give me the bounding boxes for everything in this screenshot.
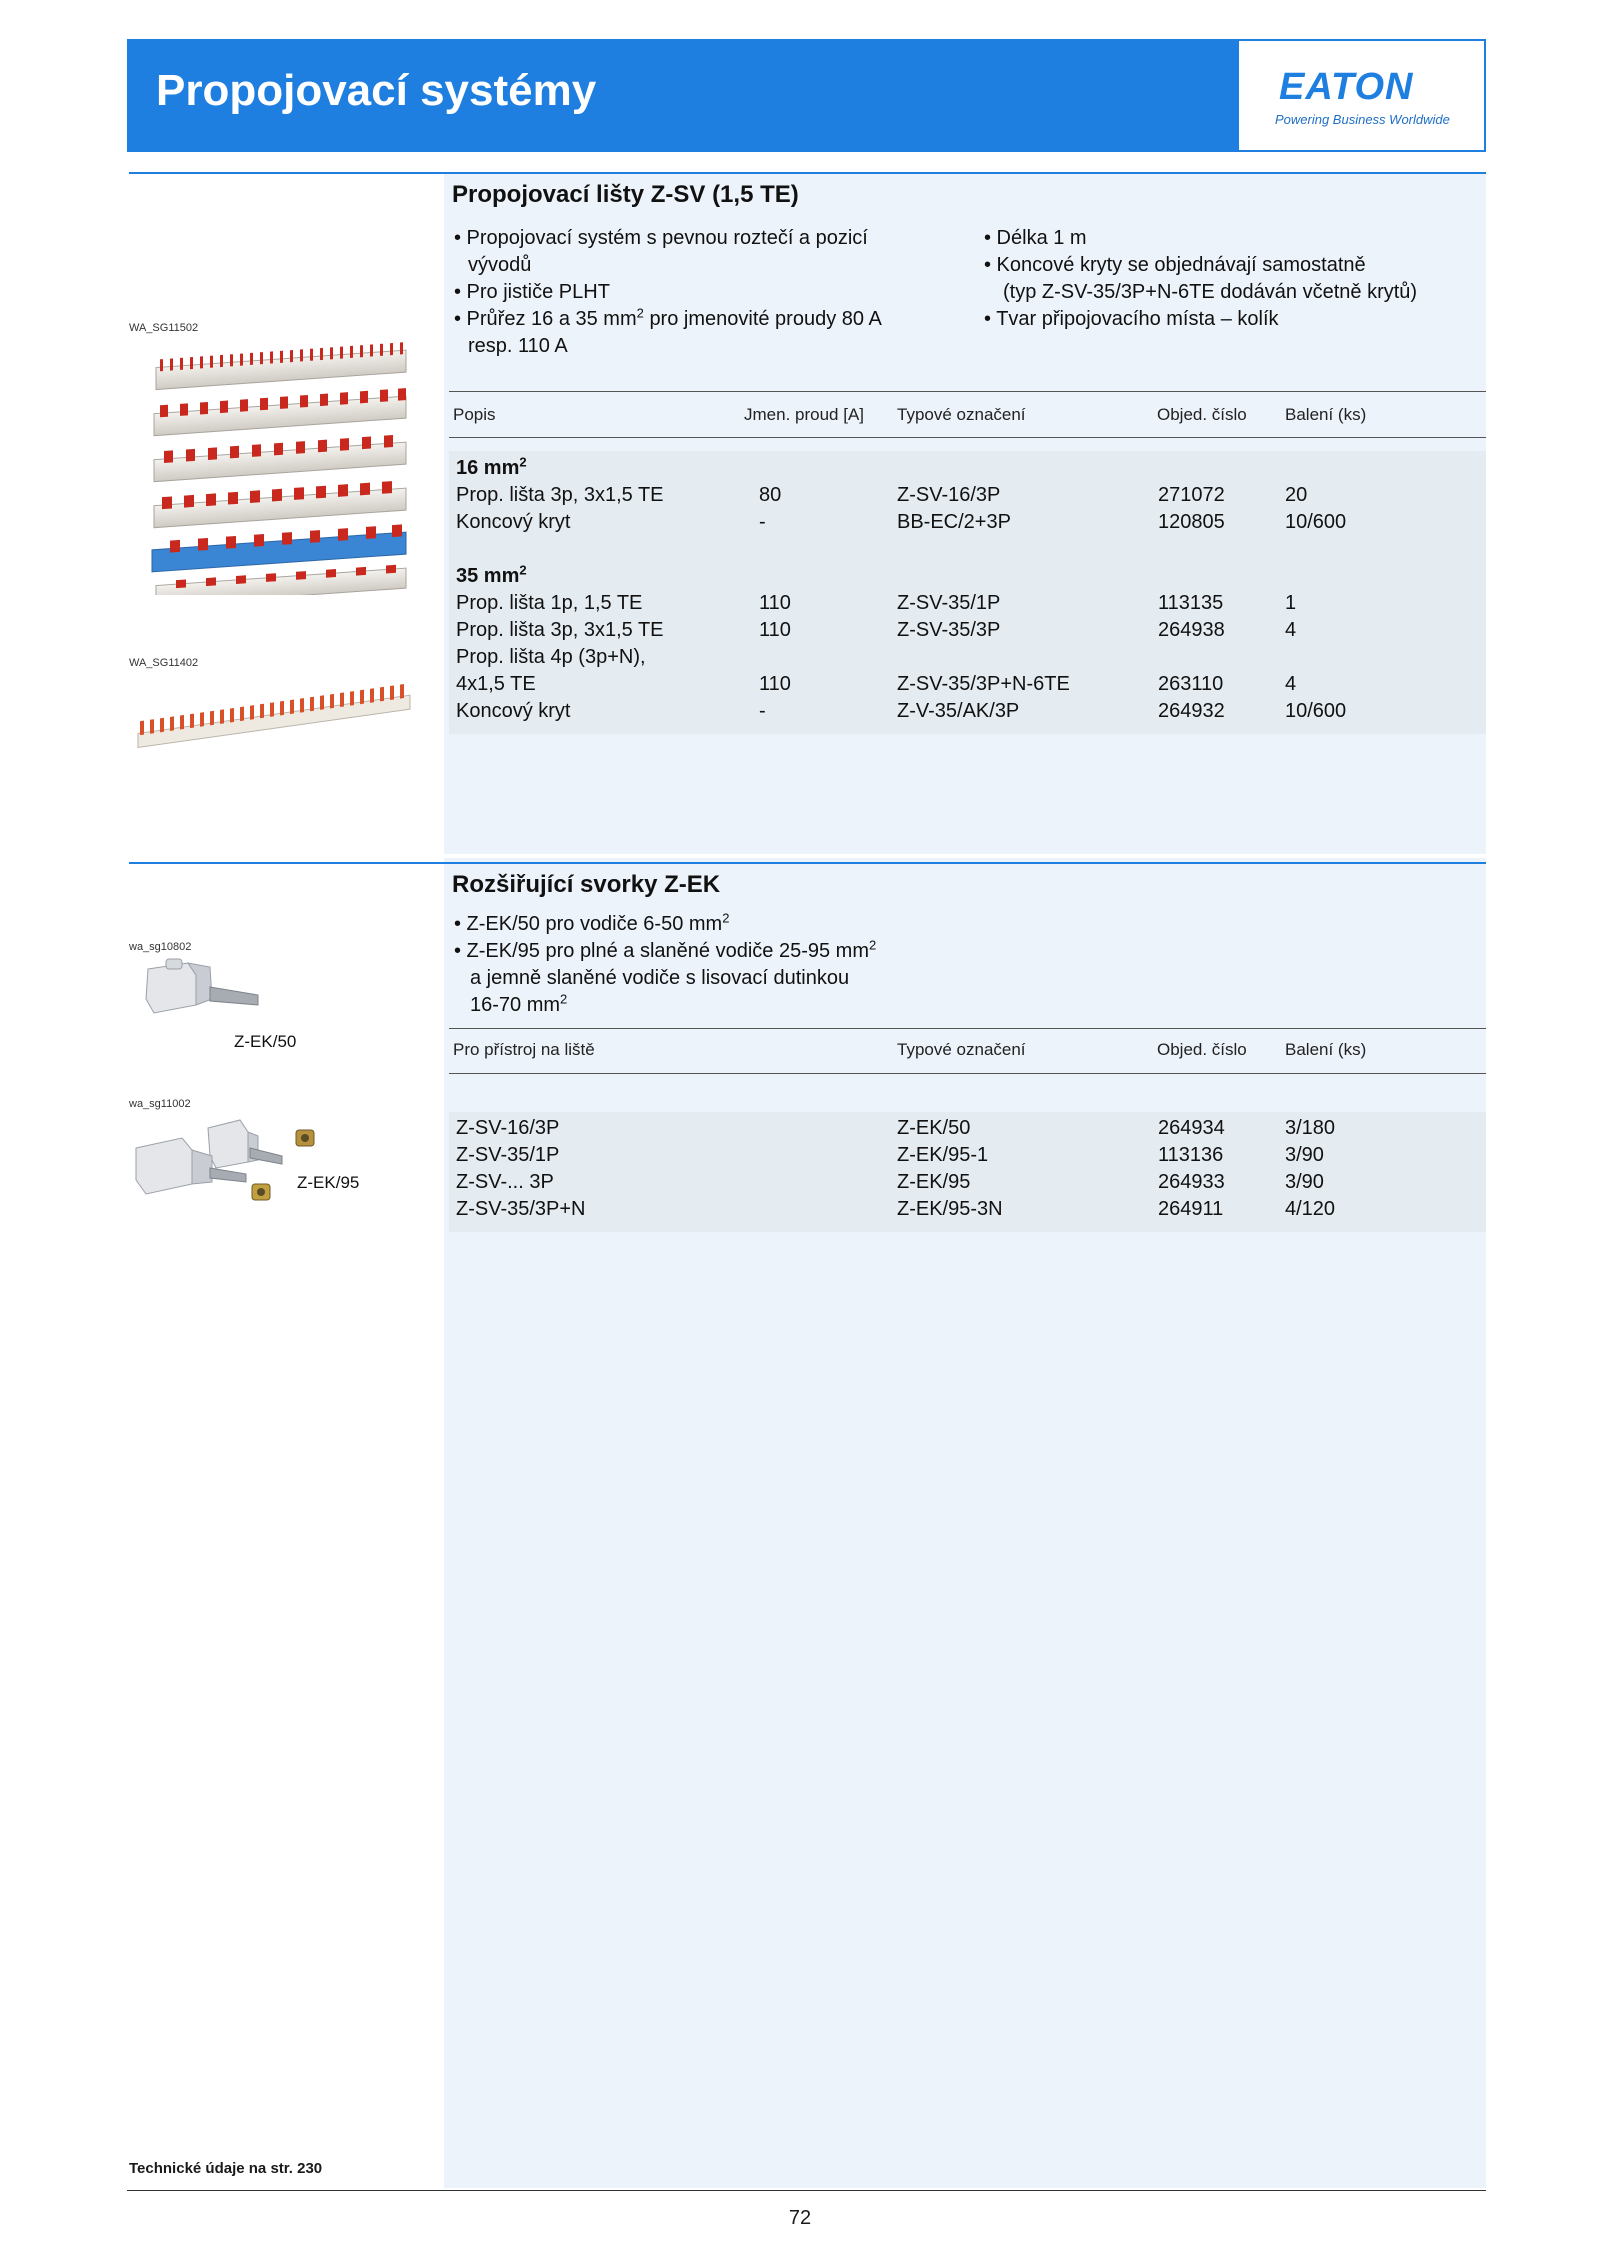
table-cell: 3/90 (1285, 1171, 1324, 1193)
section-1-title: Propojovací lišty Z-SV (1,5 TE) (452, 181, 799, 208)
table-cell: Z-SV-16/3P (897, 484, 1001, 506)
busbar-single-image (134, 676, 416, 756)
table-cell: 80 (759, 484, 782, 506)
bullet: • Z-EK/95 pro plné a slaněné vodiče 25-95 $mm^2$ (454, 937, 877, 962)
column-header: Balení (ks) (1285, 1040, 1367, 1059)
table-rule (449, 391, 1486, 392)
table-cell: 4/120 (1285, 1198, 1336, 1220)
bullet-continuation: a jemně slaněné vodiče s lisovací dutinkou (470, 967, 850, 989)
column-header: Typové označení (897, 1040, 1026, 1059)
table-cell: Prop. lišta 4p (3p+N), (456, 646, 646, 668)
column-header: Jmen. proud [A] (744, 405, 865, 424)
bullet-continuation: (typ Z-SV-35/3P+N-6TE dodáván včetně krytů) (1003, 281, 1418, 303)
table-cell: 264933 (1158, 1171, 1225, 1193)
table-cell: 4 (1285, 673, 1297, 695)
table-cell: 110 (759, 673, 791, 695)
image-caption: wa_sg11002 (129, 1098, 191, 1110)
table-cell: 264911 (1158, 1198, 1224, 1220)
column-header: Balení (ks) (1285, 405, 1367, 424)
bullet: • Propojovací systém s pevnou roztečí a pozicí (454, 227, 868, 249)
table-cell: 4x1,5 TE (456, 673, 536, 695)
terminal-z-ek95-image (132, 1108, 322, 1208)
column-header: Popis (453, 405, 496, 424)
table-cell: 1 (1285, 592, 1297, 614)
column-header: Typové označení (897, 405, 1026, 424)
section-2-top-rule (129, 862, 1486, 864)
image-caption: wa_sg10802 (129, 941, 192, 953)
bullet-continuation: 16-70 $mm^2$ (470, 991, 568, 1016)
table-cell: 110 (759, 619, 791, 641)
bullet: • Průřez 16 a 35 $mm^2$ pro jmenovité proudy 80 A (454, 305, 882, 330)
bullet: • Z-EK/50 pro vodiče 6-50 $mm^2$ (454, 910, 730, 935)
table-cell: 3/90 (1285, 1144, 1324, 1166)
bullet-continuation: resp. 110 A (468, 335, 568, 357)
logo-tagline: Powering Business Worldwide (1275, 112, 1450, 127)
table-cell: Prop. lišta 3p, 3x1,5 TE (456, 619, 664, 641)
table-cell: 10/600 (1285, 511, 1347, 533)
page-title: Propojovací systémy (156, 66, 597, 115)
table-cell: 10/600 (1285, 700, 1347, 722)
footer-rule (127, 2190, 1486, 2191)
table-cell: 3/180 (1285, 1117, 1336, 1139)
table-cell: 263110 (1158, 673, 1224, 695)
image-caption: WA_SG11502 (129, 322, 199, 334)
bullet: • Pro jističe PLHT (454, 281, 610, 303)
table-cell: Z-SV-35/1P (897, 592, 1001, 614)
table-cell: Prop. lišta 3p, 3x1,5 TE (456, 484, 664, 506)
table-cell: 110 (759, 592, 791, 614)
table-cell: 4 (1285, 619, 1297, 641)
terminal-z-ek50-image (140, 955, 270, 1030)
table-cell: Z-SV-16/3P (456, 1117, 560, 1139)
table-cell: Z-SV-35/3P+N (456, 1198, 586, 1220)
group-label: 35 $mm^2$ (456, 562, 527, 587)
table-cell: Z-EK/50 (897, 1117, 971, 1139)
product-label: Z-EK/95 (297, 1173, 360, 1192)
table-cell: 264934 (1158, 1117, 1225, 1139)
table-cell: - (759, 700, 766, 722)
bullet: • Koncové kryty se objednávají samostatně (984, 254, 1366, 276)
page-number: 72 (788, 2207, 812, 2229)
table-cell: Koncový kryt (456, 700, 571, 722)
image-caption: WA_SG11402 (129, 657, 199, 669)
table-cell: 264932 (1158, 700, 1225, 722)
table-cell: 20 (1285, 484, 1308, 506)
table-cell: Z-EK/95 (897, 1171, 971, 1193)
column-header: Objed. číslo (1157, 405, 1247, 424)
table-cell: 264938 (1158, 619, 1225, 641)
bullet: • Tvar připojovacího místa – kolík (984, 308, 1279, 330)
table-cell: Z-V-35/AK/3P (897, 700, 1020, 722)
table-cell: - (759, 511, 766, 533)
table-cell: 120805 (1158, 511, 1225, 533)
table-rule (449, 1028, 1486, 1029)
table-cell: Koncový kryt (456, 511, 571, 533)
table-rule (449, 1073, 1486, 1074)
bullet: • Délka 1 m (984, 227, 1087, 249)
table-cell: BB-EC/2+3P (897, 511, 1011, 533)
table-rule (449, 437, 1486, 438)
table-cell: Z-SV-35/1P (456, 1144, 560, 1166)
table-cell: 113135 (1158, 592, 1224, 614)
table-cell: Z-EK/95-3N (897, 1198, 1003, 1220)
technical-data-note: Technické údaje na str. 230 (129, 2160, 323, 2177)
column-header: Pro přístroj na liště (453, 1040, 595, 1059)
section-2-title: Rozšiřující svorky Z-EK (452, 871, 721, 898)
table-cell: Z-SV-35/3P+N-6TE (897, 673, 1070, 695)
table-cell: Z-SV-... 3P (456, 1171, 554, 1193)
table-cell: 113136 (1158, 1144, 1224, 1166)
column-header: Objed. číslo (1157, 1040, 1247, 1059)
busbar-stack-image (150, 320, 412, 595)
table-cell: Z-SV-35/3P (897, 619, 1001, 641)
table-cell: Z-EK/95-1 (897, 1144, 989, 1166)
bullet-continuation: vývodů (468, 254, 532, 276)
group-label: 16 $mm^2$ (456, 454, 527, 479)
table-cell: Prop. lišta 1p, 1,5 TE (456, 592, 643, 614)
product-label: Z-EK/50 (234, 1032, 297, 1051)
logo-wordmark: EATON (1279, 66, 1414, 108)
eaton-logo (1237, 39, 1486, 152)
table-cell: 271072 (1158, 484, 1225, 506)
section-1-top-rule (129, 172, 1486, 174)
